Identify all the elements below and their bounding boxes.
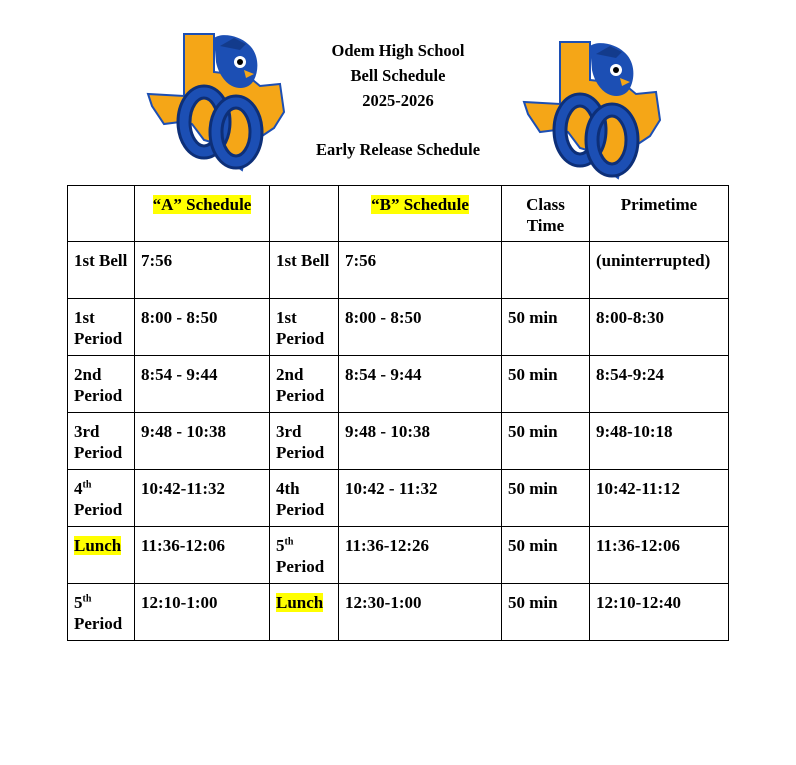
primetime: 11:36-12:06 (590, 527, 729, 584)
schedule-subtitle: Bell Schedule (350, 66, 446, 85)
document-header (290, 38, 506, 162)
b-period-number: 5 (276, 536, 285, 555)
school-name: Odem High School (331, 41, 465, 60)
b-period-label: 4th Period (270, 470, 339, 527)
primetime: (uninterrupted) (590, 242, 729, 299)
b-period-label: 1st Bell (270, 242, 339, 299)
primetime: 8:54-9:24 (590, 356, 729, 413)
b-period-word: Period (276, 557, 325, 576)
b-period-label: 2nd Period (270, 356, 339, 413)
a-period-label (68, 470, 135, 527)
a-period-word: Period (74, 500, 123, 519)
b-time: 11:36-12:26 (339, 527, 502, 584)
header-a-schedule (135, 186, 270, 242)
b-time: 8:00 - 8:50 (339, 299, 502, 356)
table-row (68, 470, 729, 527)
bell-schedule-table (67, 185, 729, 641)
b-time: 10:42 - 11:32 (339, 470, 502, 527)
a-period-number: 4 (74, 479, 83, 498)
a-period-label: 2nd Period (68, 356, 135, 413)
ordinal-suffix: th (82, 593, 92, 605)
table-header-row (68, 186, 729, 242)
ordinal-suffix: th (284, 536, 294, 548)
class-time: 50 min (502, 299, 590, 356)
a-time: 10:42-11:32 (135, 470, 270, 527)
odem-owls-texas-logo-icon (520, 40, 668, 180)
table-row (68, 299, 729, 356)
b-time: 7:56 (339, 242, 502, 299)
class-time: 50 min (502, 356, 590, 413)
b-schedule-label: “B” Schedule (371, 195, 469, 214)
school-year: 2025-2026 (362, 91, 434, 110)
a-period-label (68, 584, 135, 641)
a-period-word: Period (74, 614, 123, 633)
lunch-label: Lunch (276, 593, 324, 612)
header-b-schedule (339, 186, 502, 242)
b-period-label (270, 584, 339, 641)
primetime: 10:42-11:12 (590, 470, 729, 527)
odem-owls-texas-logo-icon (144, 32, 292, 172)
b-time: 8:54 - 9:44 (339, 356, 502, 413)
a-schedule-label: “A” Schedule (152, 195, 252, 214)
b-period-label (270, 527, 339, 584)
b-time: 9:48 - 10:38 (339, 413, 502, 470)
a-period-label: 1st Period (68, 299, 135, 356)
primetime: 8:00-8:30 (590, 299, 729, 356)
class-time: 50 min (502, 413, 590, 470)
class-time (502, 242, 590, 299)
b-period-label: 3rd Period (270, 413, 339, 470)
table-row (68, 527, 729, 584)
table-row (68, 242, 729, 299)
table-row (68, 584, 729, 641)
primetime: 9:48-10:18 (590, 413, 729, 470)
schedule-name: Early Release Schedule (315, 140, 481, 159)
a-period-number: 5 (74, 593, 83, 612)
table-row (68, 356, 729, 413)
b-period-label: 1st Period (270, 299, 339, 356)
a-time: 7:56 (135, 242, 270, 299)
class-time: 50 min (502, 527, 590, 584)
b-time: 12:30-1:00 (339, 584, 502, 641)
a-period-label: 3rd Period (68, 413, 135, 470)
a-time: 11:36-12:06 (135, 527, 270, 584)
header-cell (68, 186, 135, 242)
a-time: 9:48 - 10:38 (135, 413, 270, 470)
a-period-label: 1st Bell (68, 242, 135, 299)
table-row (68, 413, 729, 470)
header-cell (270, 186, 339, 242)
header-class-time: Class Time (502, 186, 590, 242)
primetime: 12:10-12:40 (590, 584, 729, 641)
a-period-label (68, 527, 135, 584)
a-time: 8:00 - 8:50 (135, 299, 270, 356)
a-time: 8:54 - 9:44 (135, 356, 270, 413)
lunch-label: Lunch (74, 536, 122, 555)
a-time: 12:10-1:00 (135, 584, 270, 641)
header-primetime: Primetime (590, 186, 729, 242)
class-time: 50 min (502, 584, 590, 641)
ordinal-suffix: th (82, 479, 92, 491)
class-time: 50 min (502, 470, 590, 527)
